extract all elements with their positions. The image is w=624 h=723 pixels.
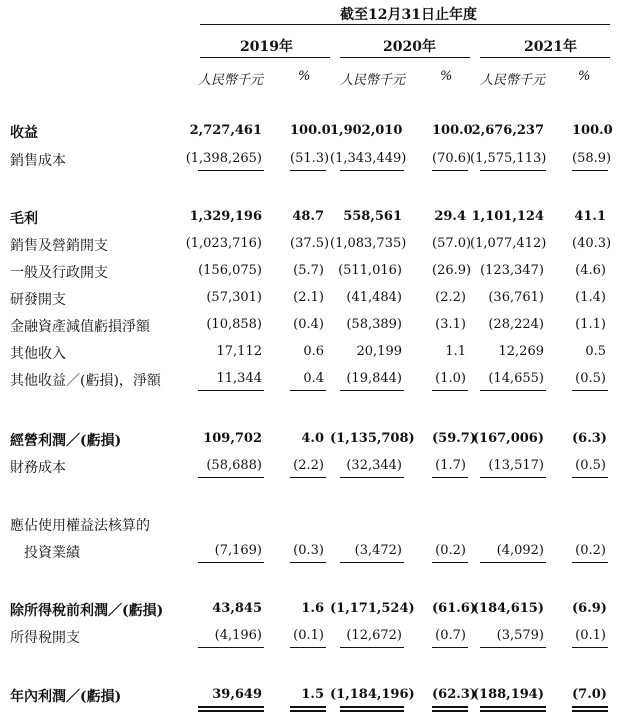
percent-cell: (0.3) (293, 543, 324, 558)
percent-cell: (2.1) (293, 290, 324, 305)
subtotal-rule (290, 170, 326, 171)
year-rule-2020 (340, 57, 470, 58)
amount-cell: 1,329,196 (189, 209, 262, 224)
percent-cell: 41.1 (574, 209, 606, 224)
subtotal-rule (290, 647, 326, 648)
percent-cell: (7.0) (572, 687, 607, 702)
percent-cell: (26.9) (432, 263, 472, 278)
subtotal-rule (572, 390, 608, 391)
amount-cell: (58,389) (346, 317, 402, 332)
amount-cell: (3,472) (354, 543, 402, 558)
period-header-rule (200, 24, 610, 25)
percent-cell: (5.7) (293, 263, 324, 278)
subtotal-rule (340, 477, 404, 478)
amount-cell: (1,171,524) (330, 601, 415, 616)
year-header-2020: 2020年 (383, 39, 436, 55)
percent-cell: (4.6) (575, 263, 606, 278)
total-double-rule (572, 710, 608, 712)
unit-rmb-2021: 人民幣千元 (480, 73, 546, 88)
subtotal-rule (480, 170, 546, 171)
amount-cell: (156,075) (198, 263, 262, 278)
amount-cell: (14,655) (488, 371, 544, 386)
amount-cell: 558,561 (343, 209, 402, 224)
total-double-rule (480, 710, 546, 712)
subtotal-rule (572, 170, 608, 171)
percent-cell: (2.2) (293, 458, 324, 473)
amount-cell: 11,344 (216, 371, 262, 386)
percent-cell: (1.7) (435, 458, 466, 473)
subtotal-rule (480, 477, 546, 478)
row-label: 財務成本 (10, 460, 66, 476)
subtotal-rule (432, 390, 468, 391)
percent-cell: (70.6) (432, 151, 472, 166)
percent-cell: 0.5 (585, 344, 606, 359)
row-label: 銷售成本 (10, 153, 66, 169)
amount-cell: 2,676,237 (471, 123, 544, 138)
percent-cell: (0.1) (293, 628, 324, 643)
percent-cell: 100.0 (290, 123, 331, 138)
percent-cell: 48.7 (292, 209, 324, 224)
percent-cell: (0.5) (575, 458, 606, 473)
amount-cell: (184,615) (472, 601, 544, 616)
subtotal-rule (480, 562, 546, 563)
row-label: 應佔使用權益法核算的 (10, 518, 150, 534)
amount-cell: (19,844) (346, 371, 402, 386)
row-label: 所得稅開支 (10, 630, 80, 646)
row-label: 一般及行政開支 (10, 265, 108, 281)
amount-cell: (3,579) (496, 628, 544, 643)
amount-cell: (13,517) (488, 458, 544, 473)
percent-cell: (6.9) (572, 601, 607, 616)
amount-cell: (4,196) (214, 628, 262, 643)
percent-cell: (59.7) (432, 431, 476, 446)
percent-cell: (0.5) (575, 371, 606, 386)
percent-cell: (58.9) (572, 151, 612, 166)
amount-cell: (4,092) (496, 543, 544, 558)
amount-cell: 43,845 (212, 601, 262, 616)
total-double-rule (480, 706, 546, 708)
unit-pct-2021: % (578, 69, 591, 84)
percent-cell: (1.4) (575, 290, 606, 305)
subtotal-rule (572, 562, 608, 563)
percent-cell: (0.4) (293, 317, 324, 332)
subtotal-rule (290, 390, 326, 391)
subtotal-rule (340, 170, 404, 171)
subtotal-rule (432, 647, 468, 648)
percent-cell: (0.2) (575, 543, 606, 558)
amount-cell: (188,194) (472, 687, 544, 702)
row-label: 其他收入 (10, 346, 66, 362)
amount-cell: (41,484) (346, 290, 402, 305)
amount-cell: 109,702 (203, 431, 262, 446)
amount-cell: (28,224) (488, 317, 544, 332)
amount-cell: (12,672) (346, 628, 402, 643)
percent-cell: 1.5 (301, 687, 324, 702)
percent-cell: (62.3) (432, 687, 476, 702)
subtotal-rule (198, 170, 264, 171)
percent-cell: 0.4 (303, 371, 324, 386)
year-header-2021: 2021年 (524, 39, 577, 55)
row-label: 銷售及營銷開支 (10, 238, 108, 254)
amount-cell: (1,343,449) (330, 151, 407, 166)
percent-cell: 1.6 (301, 601, 324, 616)
percent-cell: (51.3) (290, 151, 330, 166)
subtotal-rule (480, 390, 546, 391)
unit-rmb-2019: 人民幣千元 (198, 73, 264, 88)
amount-cell: (57,301) (206, 290, 262, 305)
subtotal-rule (290, 562, 326, 563)
percent-cell: (57.0) (432, 236, 472, 251)
total-double-rule (340, 706, 404, 708)
subtotal-rule (572, 647, 608, 648)
subtotal-rule (340, 562, 404, 563)
amount-cell: (7,169) (214, 543, 262, 558)
subtotal-rule (198, 390, 264, 391)
row-label: 投資業績 (24, 545, 80, 561)
total-double-rule (340, 710, 404, 712)
subtotal-rule (432, 562, 468, 563)
amount-cell: 12,269 (498, 344, 544, 359)
subtotal-rule (340, 647, 404, 648)
total-double-rule (290, 706, 326, 708)
subtotal-rule (290, 477, 326, 478)
subtotal-rule (198, 562, 264, 563)
percent-cell: 100.0 (572, 123, 613, 138)
row-label: 除所得稅前利潤／(虧損) (10, 603, 164, 619)
year-rule-2021 (480, 57, 610, 58)
unit-rmb-2020: 人民幣千元 (340, 73, 406, 88)
percent-cell: (0.1) (575, 628, 606, 643)
subtotal-rule (432, 477, 468, 478)
row-label: 研發開支 (10, 292, 66, 308)
row-label: 收益 (10, 125, 38, 141)
row-label: 經營利潤／(虧損) (10, 433, 122, 449)
amount-cell: (1,135,708) (330, 431, 415, 446)
total-double-rule (572, 706, 608, 708)
amount-cell: 1,101,124 (471, 209, 544, 224)
amount-cell: (58,688) (206, 458, 262, 473)
percent-cell: (0.7) (435, 628, 466, 643)
amount-cell: (1,023,716) (185, 236, 262, 251)
amount-cell: (32,344) (346, 458, 402, 473)
amount-cell: (167,006) (472, 431, 544, 446)
subtotal-rule (198, 647, 264, 648)
total-double-rule (198, 710, 264, 712)
amount-cell: (123,347) (480, 263, 544, 278)
subtotal-rule (432, 170, 468, 171)
year-header-2019: 2019年 (240, 39, 293, 55)
subtotal-rule (572, 477, 608, 478)
total-double-rule (198, 706, 264, 708)
amount-cell: (1,077,412) (470, 236, 547, 251)
percent-cell: (37.5) (290, 236, 330, 251)
percent-cell: (40.3) (572, 236, 612, 251)
amount-cell: (1,398,265) (185, 151, 262, 166)
total-double-rule (432, 706, 468, 708)
percent-cell: (61.6) (432, 601, 476, 616)
row-label: 金融資產減值虧損淨額 (10, 319, 150, 335)
unit-pct-2019: % (298, 69, 311, 84)
total-double-rule (432, 710, 468, 712)
period-header: 截至12月31日止年度 (340, 7, 477, 23)
amount-cell: (10,858) (206, 317, 262, 332)
row-label: 年內利潤／(虧損) (10, 689, 122, 705)
amount-cell: 2,727,461 (189, 123, 262, 138)
total-double-rule (290, 710, 326, 712)
percent-cell: (0.2) (435, 543, 466, 558)
subtotal-rule (198, 477, 264, 478)
year-rule-2019 (200, 57, 330, 58)
unit-pct-2020: % (440, 69, 453, 84)
percent-cell: 29.4 (434, 209, 466, 224)
row-label: 其他收益／(虧損)，淨額 (10, 373, 161, 389)
percent-cell: 1.1 (445, 344, 466, 359)
percent-cell: (2.2) (435, 290, 466, 305)
amount-cell: (1,083,735) (330, 236, 407, 251)
subtotal-rule (340, 390, 404, 391)
percent-cell: (1.1) (575, 317, 606, 332)
subtotal-rule (480, 647, 546, 648)
percent-cell: 4.0 (301, 431, 324, 446)
amount-cell: 20,199 (356, 344, 402, 359)
amount-cell: 39,649 (212, 687, 262, 702)
amount-cell: (511,016) (338, 263, 402, 278)
amount-cell: (1,184,196) (330, 687, 415, 702)
percent-cell: (6.3) (572, 431, 607, 446)
percent-cell: 100.0 (432, 123, 473, 138)
percent-cell: 0.6 (303, 344, 324, 359)
amount-cell: 17,112 (216, 344, 262, 359)
amount-cell: 1,902,010 (330, 123, 403, 138)
percent-cell: (1.0) (435, 371, 466, 386)
amount-cell: (36,761) (488, 290, 544, 305)
row-label: 毛利 (10, 211, 38, 227)
amount-cell: (1,575,113) (470, 151, 547, 166)
percent-cell: (3.1) (435, 317, 466, 332)
